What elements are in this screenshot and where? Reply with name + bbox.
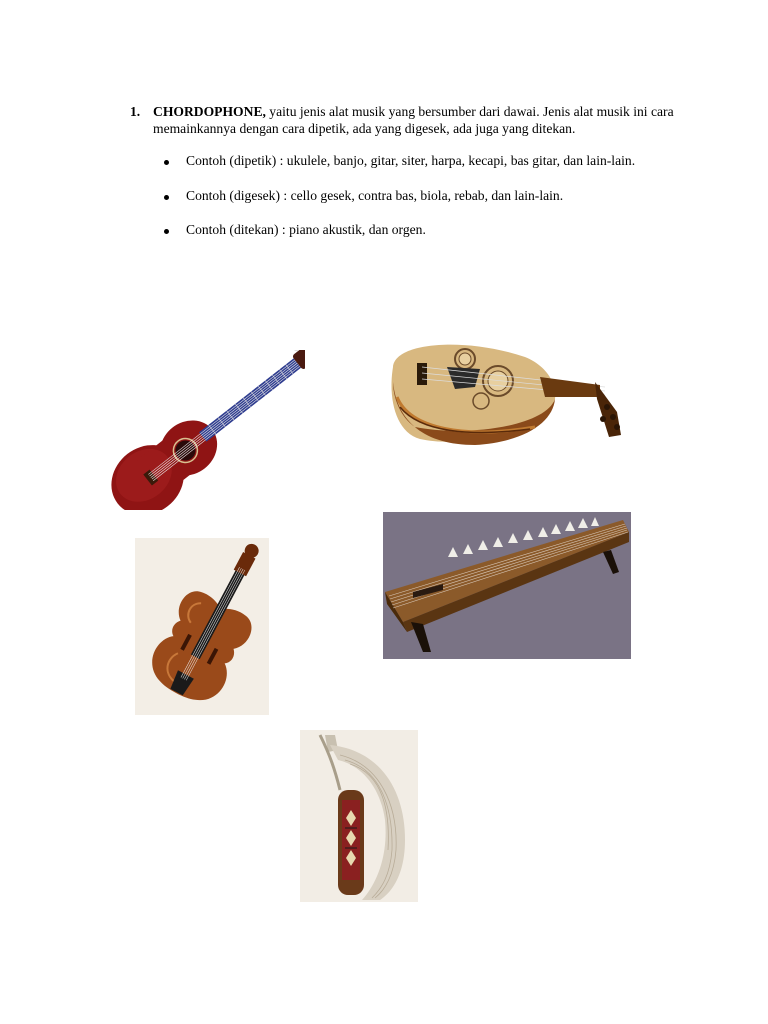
examples-list <box>130 153 675 239</box>
bullet-icon <box>164 195 169 200</box>
list-number: 1. <box>130 104 141 119</box>
example-plucked: Contoh (dipetik) : ukulele, banjo, gitar, siter, harpa, kecapi, bas gitar, dan lain-lain. <box>186 153 636 168</box>
kacapi-image <box>300 730 418 902</box>
list-item <box>186 188 675 205</box>
example-bowed: Contoh (digesek) : cello gesek, contra bas, biola, rebab, dan lain-lain. <box>186 187 564 203</box>
oud-image <box>385 337 630 452</box>
chordophone-section <box>130 104 675 257</box>
chordophone-paragraph <box>153 104 675 137</box>
list-item <box>186 153 675 170</box>
term-definition: yaitu jenis alat musik yang bersumber dari dawai. Jenis alat musik ini cara memainkannya dengan cara dipetik, ada yang digesek, ada juga yang ditekan. <box>153 104 674 136</box>
guitar-image <box>100 350 305 510</box>
example-pressed: Contoh (ditekan) : piano akustik, dan orgen. <box>186 222 426 237</box>
bullet-icon <box>164 160 169 165</box>
koto-image <box>383 512 631 659</box>
list-item <box>186 222 675 239</box>
bullet-icon <box>164 229 169 234</box>
term-heading: CHORDOPHONE, <box>153 104 266 119</box>
violin-image <box>135 538 269 715</box>
